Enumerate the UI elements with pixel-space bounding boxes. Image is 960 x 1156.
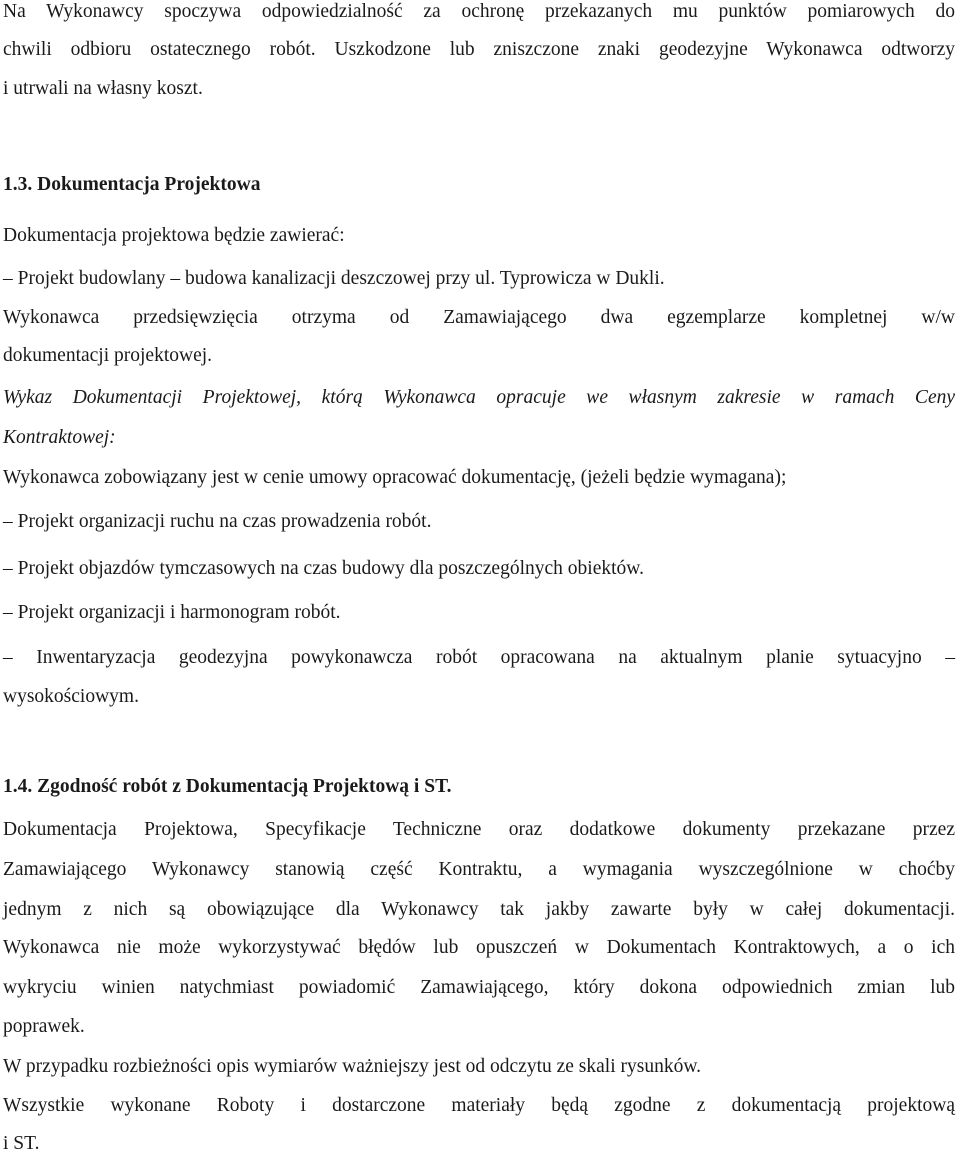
paragraph-line: Wykonawca zobowiązany jest w cenie umowy opracować dokumentację, (jeżeli będzie wymagana); [3,467,787,488]
section-intro: Dokumentacja projektowa będzie zawierać: [3,225,345,246]
paragraph-line: Dokumentacja Projektowa, Specyfikacje Techniczne oraz dodatkowe dokumenty przekazane przez [3,819,955,840]
paragraph-line: poprawek. [3,1016,85,1037]
list-item: – Inwentaryzacja geodezyjna powykonawcza robót opracowana na aktualnym planie sytuacyjno – [3,647,955,668]
paragraph-line: Na Wykonawcy spoczywa odpowiedzialność za ochronę przekazanych mu punktów pomiarowych do [3,1,955,22]
paragraph-line: i utrwali na własny koszt. [3,78,203,99]
list-item-continuation: wysokościowym. [3,686,139,707]
list-item: – Projekt organizacji ruchu na czas prowadzenia robót. [3,511,432,532]
paragraph-line: chwili odbioru ostatecznego robót. Uszkodzone lub zniszczone znaki geodezyjne Wykonawca odtworzy [3,39,955,60]
list-item: – Projekt objazdów tymczasowych na czas budowy dla poszczególnych obiektów. [3,558,644,579]
section-heading-1-4: 1.4. Zgodność robót z Dokumentacją Projektową i ST. [3,776,452,797]
paragraph-line: Wykonawca nie może wykorzystywać błędów lub opuszczeń w Dokumentach Kontraktowych, a o ich [3,937,955,958]
italic-line: Wykaz Dokumentacji Projektowej, którą Wykonawca opracuje we własnym zakresie w ramach Ceny [3,387,955,408]
list-item: – Projekt budowlany – budowa kanalizacji deszczowej przy ul. Typrowicza w Dukli. [3,268,665,289]
paragraph-line: wykryciu winien natychmiast powiadomić Zamawiającego, który dokona odpowiednich zmian lub [3,977,955,998]
paragraph-line: jednym z nich są obowiązujące dla Wykonawcy tak jakby zawarte były w całej dokumentacji. [3,899,955,920]
paragraph-line: dokumentacji projektowej. [3,345,213,366]
italic-line: Kontraktowej: [3,427,116,448]
paragraph-line: W przypadku rozbieżności opis wymiarów ważniejszy jest od odczytu ze skali rysunków. [3,1056,702,1077]
paragraph-line: Zamawiającego Wykonawcy stanowią część Kontraktu, a wymagania wyszczególnione w choćby [3,859,955,880]
paragraph-line: Wykonawca przedsięwzięcia otrzyma od Zamawiającego dwa egzemplarze kompletnej w/w [3,307,955,328]
paragraph-line: Wszystkie wykonane Roboty i dostarczone materiały będą zgodne z dokumentacją projektową [3,1095,955,1116]
section-heading-1-3: 1.3. Dokumentacja Projektowa [3,174,261,195]
list-item: – Projekt organizacji i harmonogram robót. [3,602,341,623]
paragraph-line: i ST. [3,1133,40,1154]
